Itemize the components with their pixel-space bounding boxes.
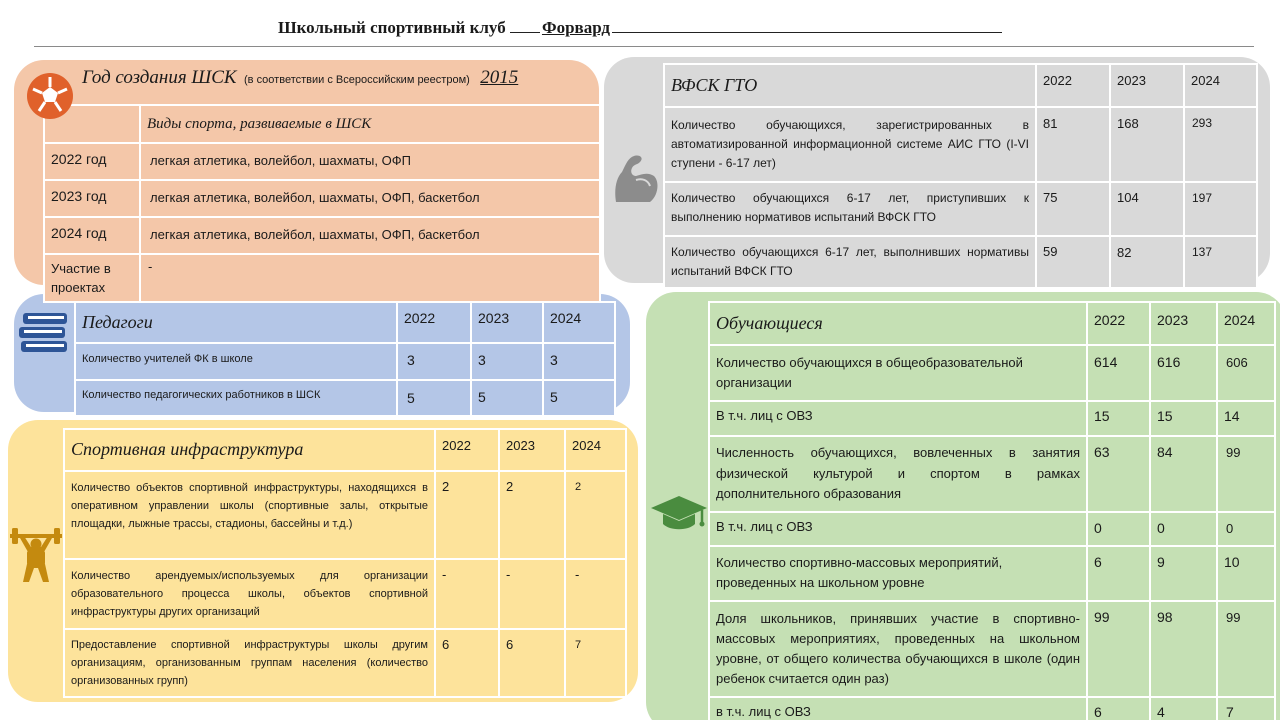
flexed-arm-icon [610, 152, 660, 206]
table-row [664, 182, 1257, 236]
students-value: 6 [1087, 546, 1150, 601]
books-icon [17, 305, 71, 355]
year-header: 2022 [1087, 302, 1150, 345]
table-header-cell [75, 302, 397, 343]
table-row [44, 105, 600, 143]
graduation-cap-icon [650, 494, 708, 532]
page-title-prefix: Школьный спортивный клуб [277, 18, 506, 37]
year-header: 2023 [1110, 64, 1184, 107]
founding-title: Год создания ШСК [82, 67, 237, 88]
gto-value: 137 [1184, 236, 1257, 288]
students-row-label: В т.ч. лиц с ОВЗ [709, 512, 1087, 546]
founding-title-row [82, 67, 518, 89]
students-value: 98 [1150, 601, 1217, 697]
infrastructure-row-label: Количество объектов спортивной инфраструктуры, находящихся в оперативном управлении школы (спортивные залы, открытые площадки, лыжные трассы, стадионы, бассейны и т.д.) [64, 471, 435, 559]
teachers-value: 5 [471, 380, 543, 416]
students-value: 7 [1217, 697, 1275, 720]
gto-value: 293 [1184, 107, 1257, 182]
table-row [709, 401, 1275, 436]
header-divider [34, 46, 1254, 47]
students-value: 0 [1217, 512, 1275, 546]
table-row [75, 302, 615, 343]
infrastructure-value: - [435, 559, 499, 629]
table-header-cell [140, 105, 600, 143]
students-value: 614 [1087, 345, 1150, 401]
year-header: 2022 [397, 302, 471, 343]
students-row-label: в т.ч. лиц с ОВЗ [709, 697, 1087, 720]
year-header: 2024 [565, 429, 626, 471]
infrastructure-row-label: Количество арендуемых/используемых для организации образовательного процесса школы, объектов спортивной инфраструктуры других организаций [64, 559, 435, 629]
students-value: 616 [1150, 345, 1217, 401]
year-label: 2024 год [44, 217, 140, 254]
students-value: 4 [1150, 697, 1217, 720]
students-value: 15 [1087, 401, 1150, 436]
sports-list: легкая атлетика, волейбол, шахматы, ОФП [140, 143, 600, 180]
year-header: 2023 [499, 429, 565, 471]
students-table [708, 301, 1276, 720]
table-row [709, 345, 1275, 401]
sports-header: Виды спорта, развиваемые в ШСК [147, 116, 372, 132]
year-header: 2022 [1036, 64, 1110, 107]
teachers-value: 3 [471, 343, 543, 380]
students-value: 0 [1150, 512, 1217, 546]
students-value: 84 [1150, 436, 1217, 512]
students-value: 6 [1087, 697, 1150, 720]
students-value: 606 [1217, 345, 1275, 401]
soccer-ball-icon [26, 72, 74, 120]
table-row [44, 180, 600, 217]
gto-value: 59 [1036, 236, 1110, 288]
table-row [709, 546, 1275, 601]
founding-year: 2015 [480, 67, 519, 88]
infrastructure-value: 7 [565, 629, 626, 697]
year-header: 2022 [435, 429, 499, 471]
students-value: 15 [1150, 401, 1217, 436]
teachers-value: 3 [543, 343, 615, 380]
table-row [64, 629, 626, 697]
title-underline-fill [612, 32, 1002, 33]
students-value: 99 [1217, 436, 1275, 512]
gto-row-label: Количество обучающихся 6-17 лет, приступивших к выполнению нормативов испытаний ВФСК ГТО [664, 182, 1036, 236]
year-header: 2023 [471, 302, 543, 343]
table-row [44, 217, 600, 254]
table-header-cell [664, 64, 1036, 107]
sports-table [43, 104, 601, 303]
table-row [44, 254, 600, 302]
teachers-value: 5 [543, 380, 615, 416]
table-row [64, 559, 626, 629]
page-title [0, 18, 1280, 38]
students-title: Обучающиеся [716, 313, 823, 333]
gto-row-label: Количество обучающихся, зарегистрированных в автоматизированной информационной системе АИС ГТО (I-VI ступени - 6-17 лет) [664, 107, 1036, 182]
infrastructure-value: 2 [565, 471, 626, 559]
students-value: 9 [1150, 546, 1217, 601]
gto-value: 82 [1110, 236, 1184, 288]
infrastructure-title: Спортивная инфраструктура [71, 439, 304, 459]
gto-value: 81 [1036, 107, 1110, 182]
students-row-label: Численность обучающихся, вовлеченных в занятия физической культурой и спортом в рамках дополнительного образования [709, 436, 1087, 512]
table-row [709, 697, 1275, 720]
teachers-row-label: Количество учителей ФК в школе [75, 343, 397, 380]
teachers-table [74, 301, 616, 417]
year-header: 2024 [543, 302, 615, 343]
infrastructure-row-label: Предоставление спортивной инфраструктуры школы другим организациям, организованным группам населения (количество организованных групп) [64, 629, 435, 697]
gto-value: 197 [1184, 182, 1257, 236]
teachers-value: 3 [397, 343, 471, 380]
teachers-value: 5 [397, 380, 471, 416]
teachers-title: Педагоги [82, 312, 153, 332]
table-header-cell [709, 302, 1087, 345]
projects-value: - [140, 254, 600, 302]
infrastructure-value: 6 [435, 629, 499, 697]
table-row [664, 107, 1257, 182]
year-label: 2023 год [44, 180, 140, 217]
year-label: 2022 год [44, 143, 140, 180]
infrastructure-value: 6 [499, 629, 565, 697]
infrastructure-value: - [499, 559, 565, 629]
students-value: 99 [1217, 601, 1275, 697]
table-row [664, 64, 1257, 107]
table-row [709, 601, 1275, 697]
table-row [64, 471, 626, 559]
students-row-label: Количество обучающихся в общеобразовательной организации [709, 345, 1087, 401]
students-value: 99 [1087, 601, 1150, 697]
table-row [75, 343, 615, 380]
infrastructure-value: 2 [435, 471, 499, 559]
table-header-cell [64, 429, 435, 471]
title-underline-gap [510, 32, 540, 33]
year-header: 2024 [1184, 64, 1257, 107]
gto-value: 168 [1110, 107, 1184, 182]
gto-title: ВФСК ГТО [671, 75, 758, 95]
teachers-row-label: Количество педагогических работников в ШСК [75, 380, 397, 416]
table-row [709, 302, 1275, 345]
weightlifter-icon [10, 528, 62, 584]
table-row [709, 436, 1275, 512]
gto-row-label: Количество обучающихся 6-17 лет, выполнивших нормативы испытаний ВФСК ГТО [664, 236, 1036, 288]
students-value: 10 [1217, 546, 1275, 601]
gto-value: 75 [1036, 182, 1110, 236]
club-name: Форвард [541, 18, 611, 37]
year-header: 2024 [1217, 302, 1275, 345]
infrastructure-table [63, 428, 627, 698]
students-row-label: Доля школьников, принявших участие в спортивно-массовых мероприятиях, проведенных на школьном уровне, от общего количества обучающихся в школе (один ребенок считается один раз) [709, 601, 1087, 697]
infrastructure-value: - [565, 559, 626, 629]
students-value: 63 [1087, 436, 1150, 512]
projects-label: Участие в проектах [44, 254, 140, 302]
students-row-label: Количество спортивно-массовых мероприятий, проведенных на школьном уровне [709, 546, 1087, 601]
gto-table [663, 63, 1258, 289]
table-row [664, 236, 1257, 288]
students-row-label: В т.ч. лиц с ОВЗ [709, 401, 1087, 436]
table-row [64, 429, 626, 471]
students-value: 0 [1087, 512, 1150, 546]
founding-note: (в соответствии с Всероссийским реестром) [244, 74, 470, 86]
sports-list: легкая атлетика, волейбол, шахматы, ОФП, баскетбол [140, 180, 600, 217]
table-row [44, 143, 600, 180]
table-row [75, 380, 615, 416]
infrastructure-value: 2 [499, 471, 565, 559]
students-value: 14 [1217, 401, 1275, 436]
table-row [709, 512, 1275, 546]
sports-list: легкая атлетика, волейбол, шахматы, ОФП, баскетбол [140, 217, 600, 254]
gto-value: 104 [1110, 182, 1184, 236]
year-header: 2023 [1150, 302, 1217, 345]
